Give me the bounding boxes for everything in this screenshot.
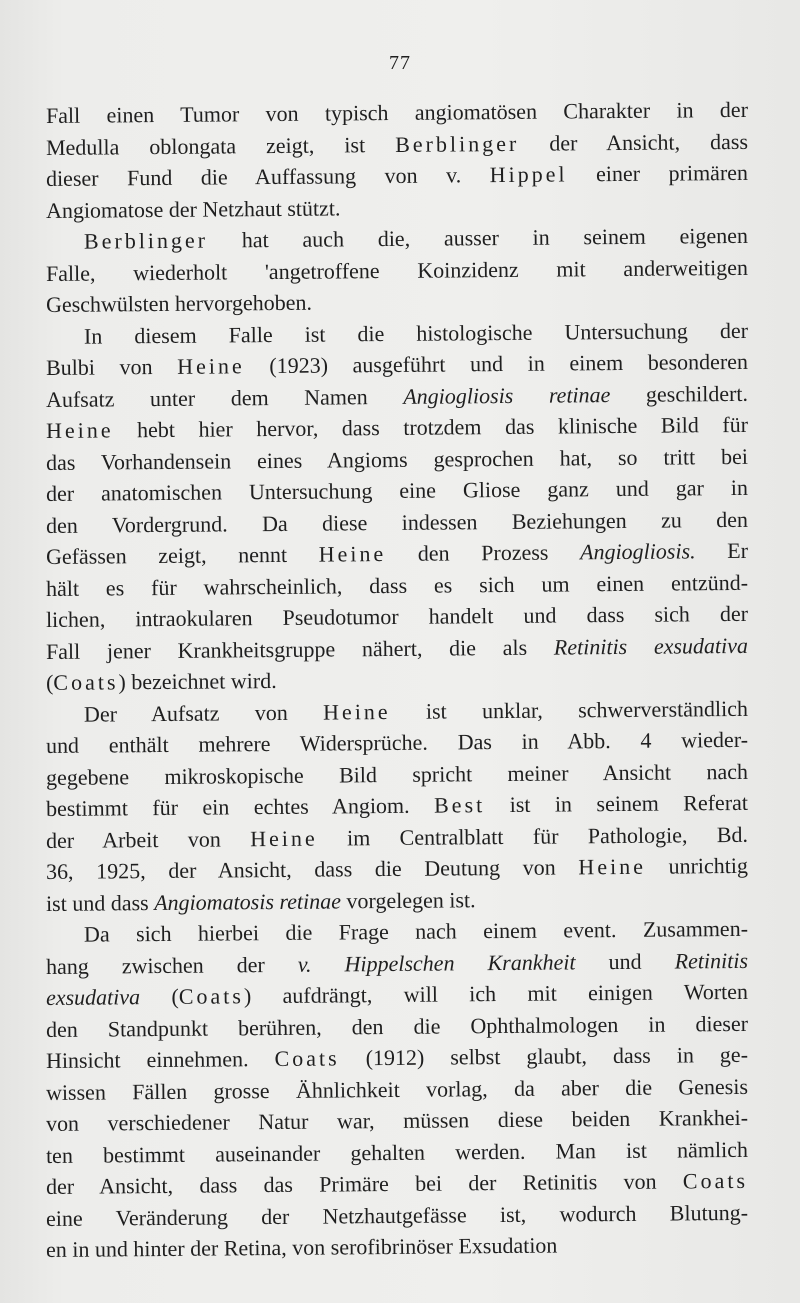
spaced-name: Hippel — [489, 161, 568, 188]
text-segment: ten bestimmt auseinander gehalten werden. Man ist nämlich — [45, 1136, 749, 1168]
text-segment: Der Aufsatz von — [83, 699, 324, 727]
text-segment: im Centralblatt für Pathologie, Bd. — [317, 821, 749, 851]
text-segment: unrichtig — [645, 852, 749, 879]
text-segment: Er — [695, 537, 749, 564]
italic-term: Angiogliosis. — [579, 538, 696, 565]
text-segment: ist und dass — [45, 889, 155, 916]
text-segment: (1912) selbst glaubt, dass in ge- — [339, 1041, 749, 1071]
text-segment: ( — [139, 983, 179, 1010]
spaced-name: Coats — [274, 1045, 340, 1072]
text-segment: (1923) ausgeführt und in einem besonderen — [244, 348, 749, 379]
text-segment: hat auch die, ausser in seinem eigenen — [207, 222, 749, 253]
text-segment: Da sich hierbei die Frage nach einem event. Zusammen- — [83, 915, 749, 947]
text-segment: den Standpunkt berühren, den die Ophthalmologen in dieser — [45, 1010, 749, 1042]
spaced-name: Heine — [177, 353, 245, 379]
spaced-name: Heine — [318, 541, 387, 567]
text-segment: geschildert. — [610, 380, 749, 407]
page-number: 77 — [389, 52, 411, 74]
text-segment: der anatomischen Untersuchung eine Gliose ganz und gar in — [45, 474, 749, 506]
text-segment: In diesem Falle ist die histologische Untersuchung der — [83, 317, 749, 349]
italic-term: exsudativa — [45, 984, 141, 1010]
text-segment: Aufsatz unter dem Namen — [45, 383, 404, 412]
text-segment: einer primären — [567, 159, 749, 187]
text-segment: eine Veränderung der Netzhautgefässe ist, wodurch Blutung- — [45, 1199, 749, 1231]
text-segment: den Vordergrund. Da diese indessen Beziehungen zu den — [45, 506, 749, 538]
text-segment: ( — [45, 669, 54, 695]
text-segment: der Ansicht, dass das Primäre bei der Retinitis von — [45, 1168, 683, 1199]
spaced-name: Heine — [250, 825, 318, 851]
text-segment: Medulla oblongata zeigt, ist — [45, 131, 396, 160]
italic-term: Angiogliosis retinae — [403, 381, 611, 409]
text-segment: ist in seinem Referat — [485, 789, 749, 818]
text-segment: und enthält mehrere Widersprüche. Das in Abb. 4 wieder- — [45, 726, 749, 758]
text-segment: ist unklar, schwerverständlich — [390, 695, 749, 724]
text-segment: den Prozess — [386, 539, 581, 567]
text-segment: Angiomatose der Netzhaut stützt. — [45, 194, 341, 223]
text-segment: Falle, wiederholt 'angetroffene Koinzidenz mit anderweitigen — [45, 254, 749, 286]
italic-term: Retinitis — [674, 947, 749, 974]
text-segment: dieser Fund die Auffassung von v. — [45, 162, 490, 191]
text-segment: lichen, intraokularen Pseudotumor handelt und dass sich der — [45, 600, 749, 632]
text-segment: Geschwülsten hervorgehoben. — [45, 289, 313, 317]
text-segment: 36, 1925, der Ansicht, dass die Deutung von — [45, 854, 579, 884]
text-segment: der Arbeit von — [45, 825, 251, 853]
text-line — [46, 1228, 748, 1266]
spaced-name: Coats — [682, 1167, 749, 1194]
text-segment: Gefässen zeigt, nennt — [45, 541, 319, 569]
text-segment: gegebene mikroskopische Bild spricht meiner Ansicht nach — [45, 758, 749, 790]
text-segment: und — [575, 948, 675, 974]
spaced-name: Heine — [322, 698, 391, 725]
spaced-name: Berblinger — [83, 227, 209, 254]
spaced-name: Coats — [178, 983, 244, 1009]
text-segment: vorgelegen ist. — [340, 886, 476, 913]
italic-term: v. Hippelschen Krankheit — [297, 948, 576, 977]
spaced-name: Coats — [53, 669, 119, 695]
spaced-name: Heine — [578, 853, 647, 880]
spaced-name: Heine — [45, 417, 114, 443]
text-segment: ) aufdrängt, will ich mit einigen Worten — [243, 978, 749, 1009]
text-segment: hang zwischen der — [45, 951, 298, 979]
text-segment: bestimmt für ein echtes Angiom. — [45, 792, 435, 821]
italic-term: Retinitis exsudativa — [553, 632, 749, 660]
text-segment: das Vorhandensein eines Angioms gesprochen hat, so tritt bei — [45, 443, 749, 475]
spaced-name: Berblinger — [395, 130, 520, 157]
text-segment: von verschiedener Natur war, müssen diese beiden Krankhei- — [45, 1104, 749, 1136]
text-segment: ) bezeichnet wird. — [118, 667, 277, 695]
text-segment: der Ansicht, dass — [519, 128, 749, 156]
text-segment: hebt hier hervor, dass trotzdem das klinische Bild für — [113, 411, 749, 443]
text-segment: Fall jener Krankheitsgruppe nähert, die als — [45, 634, 554, 664]
text-segment: wissen Fällen grosse Ähnlichkeit vorlag, da aber die Genesis — [45, 1073, 749, 1105]
spaced-name: Best — [433, 792, 486, 818]
text-segment: en in und hinter der Retina, von serofibrinöser Exsudation — [45, 1232, 558, 1262]
body-text — [45, 96, 749, 1266]
text-segment: Hinsicht einnehmen. — [45, 1046, 275, 1073]
text-segment: Bulbi von — [45, 353, 178, 380]
text-segment: hält es für wahrscheinlich, dass es sich um einen entzünd- — [45, 569, 749, 601]
text-segment: Fall einen Tumor von typisch angiomatösen Charakter in der — [45, 96, 749, 128]
italic-term: Angiomatosis retinae — [154, 887, 342, 915]
